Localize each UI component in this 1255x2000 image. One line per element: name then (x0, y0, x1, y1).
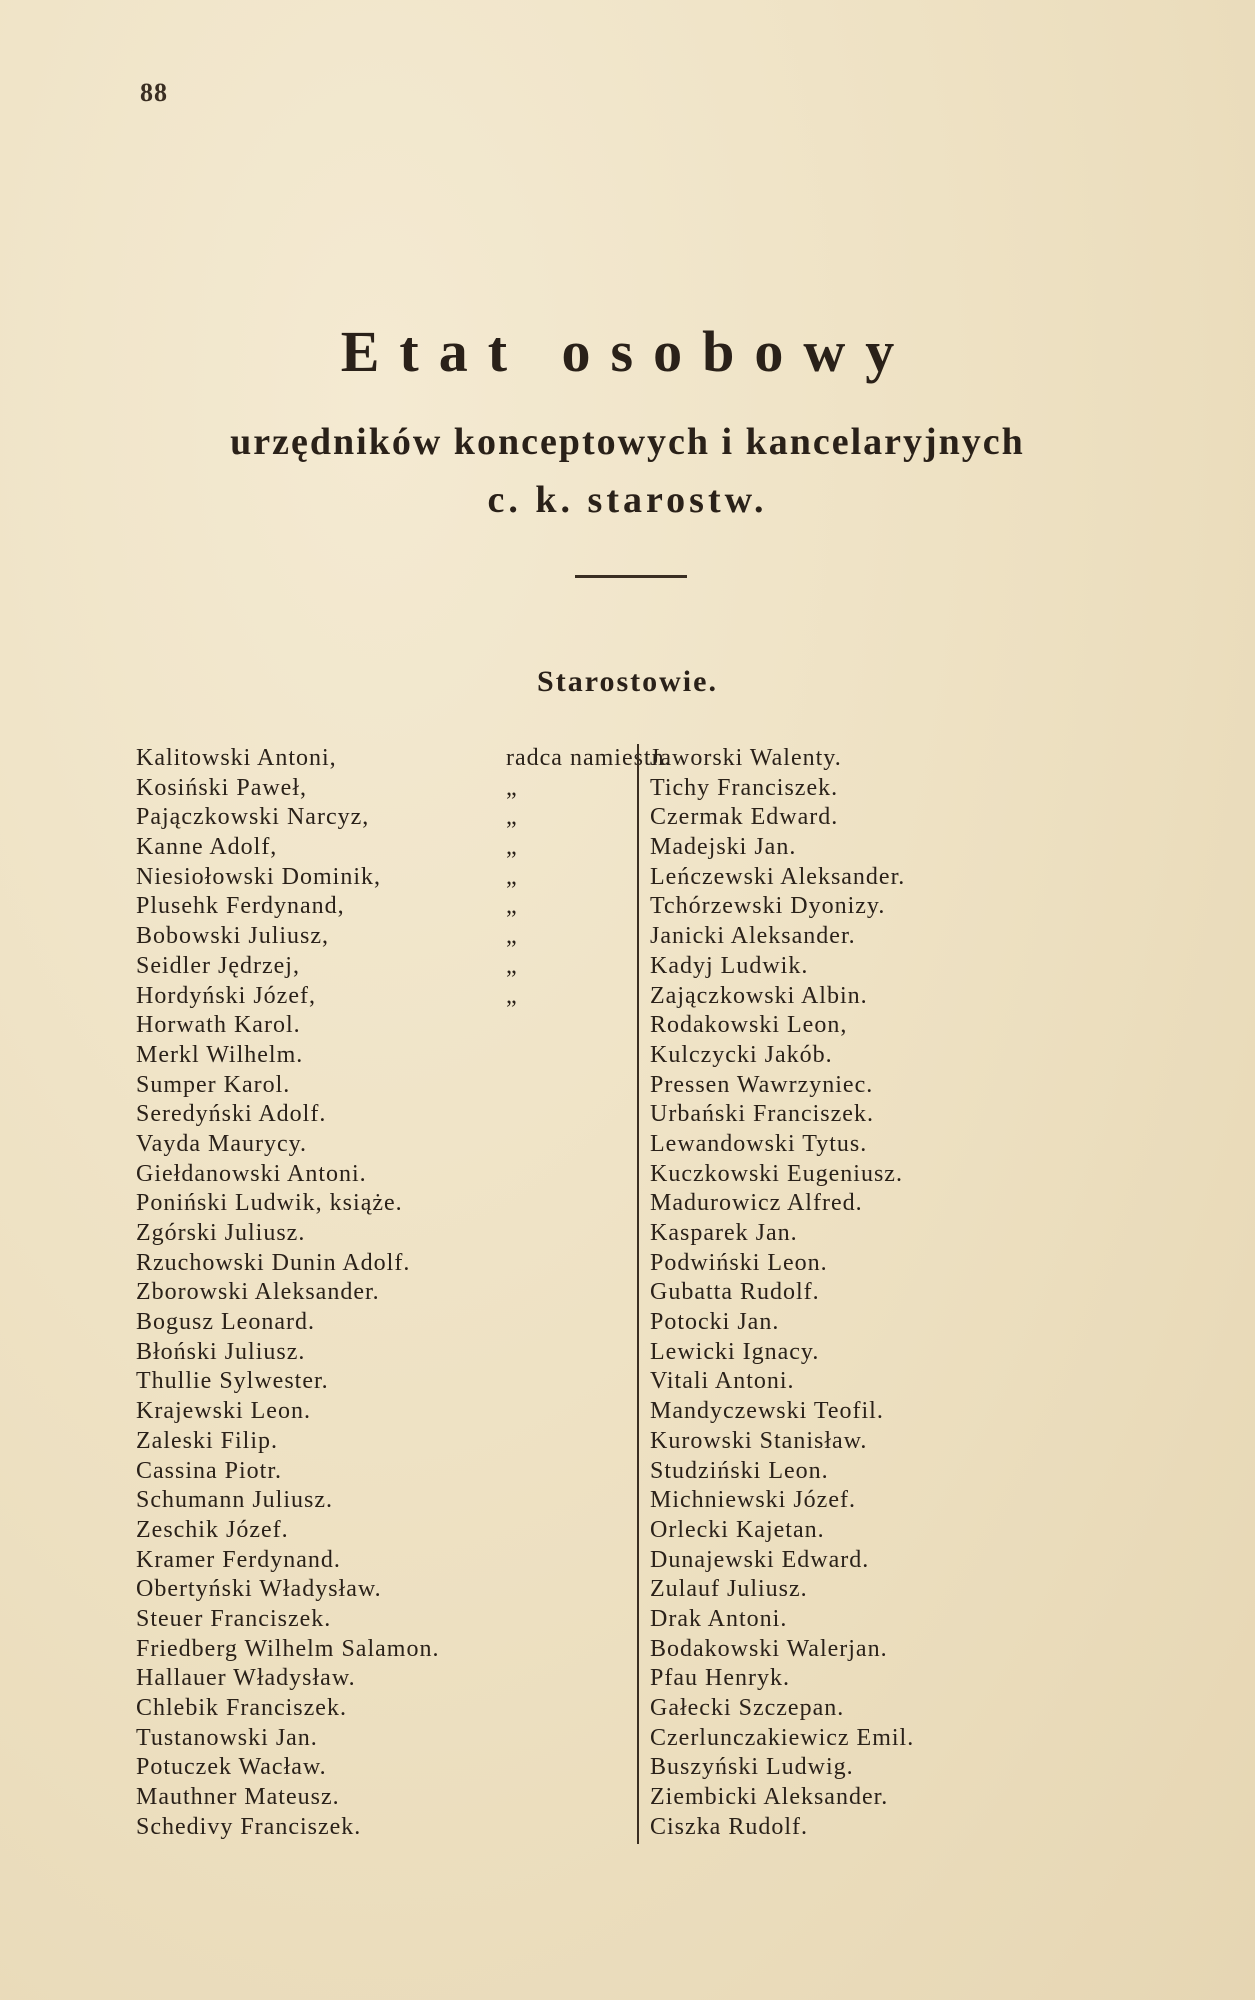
list-item (136, 892, 636, 922)
person-name: Plusehk Ferdynand, (136, 893, 345, 920)
list-item (136, 1546, 636, 1576)
list-item: Zajączkowski Albin. (650, 982, 868, 1009)
list-item (136, 774, 636, 804)
person-name: Hordyński Józef, (136, 982, 316, 1009)
list-item: Zulauf Juliusz. (650, 1576, 808, 1603)
person-name: Potuczek Wacław. (136, 1754, 327, 1781)
person-name: Merkl Wilhelm. (136, 1041, 304, 1068)
page-subtitle: urzędników konceptowych i kancelaryjnych (230, 421, 1025, 463)
list-item (136, 1783, 636, 1813)
person-name: Hallauer Władysław. (136, 1665, 356, 1692)
person-name: Krajewski Leon. (136, 1398, 311, 1425)
person-role: radca namiestn. (506, 745, 672, 771)
list-item: Kadyj Ludwik. (650, 952, 809, 979)
title-rule (575, 575, 687, 578)
person-name: Obertyński Władysław. (136, 1576, 382, 1603)
person-name: Friedberg Wilhelm Salamon. (136, 1635, 440, 1662)
list-item: Buszyński Ludwig. (650, 1754, 854, 1781)
person-name: Schumann Juliusz. (136, 1487, 333, 1514)
list-item: Ciszka Rudolf. (650, 1813, 808, 1840)
list-item (136, 1160, 636, 1190)
person-name: Mauthner Mateusz. (136, 1784, 340, 1811)
list-item (136, 1041, 636, 1071)
list-item: Lewicki Ignacy. (650, 1338, 820, 1365)
list-item: Pfau Henryk. (650, 1665, 790, 1692)
person-role: „ (506, 952, 518, 979)
person-name: Steuer Franciszek. (136, 1605, 332, 1632)
list-item (136, 1338, 636, 1368)
person-name: Zgórski Juliusz. (136, 1220, 306, 1246)
list-item: Kulczycki Jakób. (650, 1041, 833, 1068)
list-item: Drak Antoni. (650, 1605, 788, 1632)
person-name: Sumper Karol. (136, 1071, 291, 1098)
list-item (136, 952, 636, 982)
person-name: Pajączkowski Narcyz, (136, 804, 370, 831)
list-item (136, 1071, 636, 1101)
list-item: Ziembicki Aleksander. (650, 1784, 889, 1811)
person-name: Zaleski Filip. (136, 1427, 278, 1454)
list-item: Czerlunczakiewicz Emil. (650, 1724, 915, 1751)
list-item: Tichy Franciszek. (650, 774, 839, 801)
list-item: Urbański Franciszek. (650, 1101, 874, 1128)
list-item: Bodakowski Walerjan. (650, 1635, 888, 1662)
list-item (136, 1694, 636, 1724)
list-item (136, 1249, 636, 1279)
person-name: Giełdanowski Antoni. (136, 1160, 367, 1187)
person-name: Tustanowski Jan. (136, 1724, 318, 1751)
person-name: Seredyński Adolf. (136, 1101, 327, 1128)
person-name: Zborowski Aleksander. (136, 1279, 380, 1306)
person-role: „ (506, 893, 518, 920)
page-number: 88 (140, 78, 168, 107)
list-item: Potocki Jan. (650, 1309, 780, 1336)
person-name: Kosiński Paweł, (136, 774, 307, 801)
list-item: Kasparek Jan. (650, 1220, 798, 1246)
list-item: Rodakowski Leon, (650, 1012, 848, 1039)
list-item: Kurowski Stanisław. (650, 1427, 868, 1454)
person-name: Thullie Sylwester. (136, 1368, 329, 1395)
list-item: Michniewski Józef. (650, 1487, 856, 1514)
list-item (136, 1575, 636, 1605)
person-name: Chlebik Franciszek. (136, 1695, 347, 1721)
list-item: Pressen Wawrzyniec. (650, 1071, 874, 1098)
list-item: Gałecki Szczepan. (650, 1695, 845, 1721)
list-item (136, 833, 636, 863)
section-title: Starostowie. (537, 665, 718, 698)
list-item (136, 1427, 636, 1457)
person-name: Horwath Karol. (136, 1012, 301, 1039)
list-item (136, 1605, 636, 1635)
list-item (136, 922, 636, 952)
list-item: Lewandowski Tytus. (650, 1130, 868, 1157)
list-item (136, 803, 636, 833)
left-name-column (136, 744, 672, 1842)
list-item (136, 1367, 636, 1397)
person-role: „ (506, 834, 518, 861)
list-item (136, 744, 672, 774)
list-item (136, 1219, 636, 1249)
person-name: Cassina Piotr. (136, 1457, 283, 1484)
person-name: Zeschik Józef. (136, 1516, 289, 1543)
list-item (136, 1189, 636, 1219)
list-item: Tchórzewski Dyonizy. (650, 893, 886, 920)
person-name: Bobowski Juliusz, (136, 923, 330, 950)
list-item (136, 1813, 636, 1843)
person-role: „ (506, 863, 518, 890)
list-item (136, 1308, 636, 1338)
right-name-column (650, 744, 1110, 1842)
person-name: Rzuchowski Dunin Adolf. (136, 1249, 411, 1276)
person-name: Bogusz Leonard. (136, 1309, 315, 1336)
list-item: Madurowicz Alfred. (650, 1190, 863, 1217)
person-name: Poniński Ludwik, książe. (136, 1190, 403, 1217)
list-item: Studziński Leon. (650, 1457, 829, 1484)
person-name: Błoński Juliusz. (136, 1338, 306, 1365)
page-subtitle-secondary: c. k. starostw. (487, 479, 768, 521)
list-item (136, 1278, 636, 1308)
list-item (136, 1011, 636, 1041)
list-item: Kuczkowski Eugeniusz. (650, 1160, 903, 1187)
column-divider (637, 744, 639, 1844)
list-item (136, 1664, 636, 1694)
person-role: „ (506, 982, 518, 1009)
list-item (136, 1100, 636, 1130)
person-name: Vayda Maurycy. (136, 1130, 308, 1157)
person-role: „ (506, 804, 518, 831)
list-item (136, 863, 636, 893)
list-item (136, 1724, 636, 1754)
list-item (136, 1130, 636, 1160)
person-name: Schedivy Franciszek. (136, 1813, 362, 1840)
list-item: Dunajewski Edward. (650, 1546, 870, 1573)
person-name: Seidler Jędrzej, (136, 952, 300, 979)
person-name: Kalitowski Antoni, (136, 745, 337, 771)
list-item: Jaworski Walenty. (650, 745, 842, 771)
list-item (136, 1397, 636, 1427)
list-item: Madejski Jan. (650, 834, 797, 861)
person-name: Niesiołowski Dominik, (136, 863, 382, 890)
page-title: Etat osobowy (340, 319, 915, 384)
list-item (136, 1753, 636, 1783)
person-role: „ (506, 923, 518, 950)
list-item: Orlecki Kajetan. (650, 1516, 825, 1543)
list-item: Czermak Edward. (650, 804, 839, 831)
person-role: „ (506, 774, 518, 801)
person-name: Kanne Adolf, (136, 834, 278, 861)
list-item (136, 1635, 636, 1665)
list-item (136, 1457, 636, 1487)
list-item: Vitali Antoni. (650, 1368, 795, 1395)
list-item: Gubatta Rudolf. (650, 1279, 820, 1306)
list-item: Podwiński Leon. (650, 1249, 828, 1276)
list-item (136, 1516, 636, 1546)
list-item: Janicki Aleksander. (650, 923, 856, 950)
list-item: Leńczewski Aleksander. (650, 863, 906, 890)
list-item (136, 1486, 636, 1516)
person-name: Kramer Ferdynand. (136, 1546, 341, 1573)
list-item: Mandyczewski Teofil. (650, 1398, 884, 1425)
list-item (136, 982, 636, 1012)
